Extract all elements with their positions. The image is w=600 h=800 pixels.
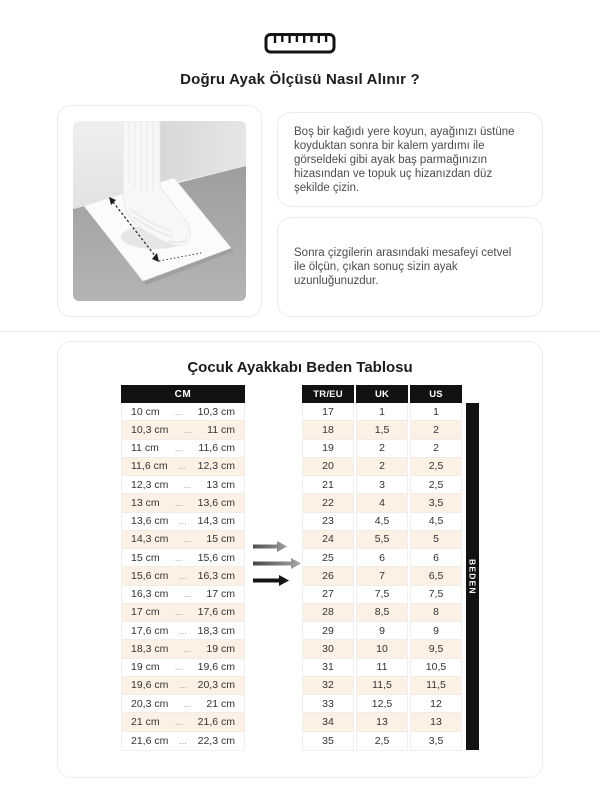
foot-measure-photo-card — [57, 105, 262, 317]
size-cell: 7 — [357, 567, 407, 585]
cm-to: 16,3 cm — [197, 569, 235, 582]
cm-from: 15 cm — [131, 551, 160, 564]
size-table-title: Çocuk Ayakkabı Beden Tablosu — [187, 359, 413, 376]
cm-to: 17 cm — [206, 588, 235, 601]
size-cell: 35 — [322, 734, 334, 747]
size-cell: 1 — [411, 403, 461, 421]
size-cell: 6,5 — [411, 567, 461, 585]
instruction-step-1-text: Boş bir kağıdı yere koyun, ayağınızı üstüne koyduktan sonra bir kalem yardımı ile görseldeki gibi ayak baş parmağınızın hizasından ve topuk uç hizanızdan düz şekilde çizin. — [294, 125, 515, 194]
size-cell: 11 — [357, 659, 407, 677]
cm-from: 13 cm — [131, 496, 160, 509]
cm-row — [122, 476, 244, 494]
cm-from: 10 cm — [131, 405, 160, 418]
beden-label: BEDEN — [467, 558, 478, 595]
size-cell: 3,5 — [428, 734, 444, 747]
size-cell: 12,5 — [357, 695, 407, 713]
cm-to: 18,3 cm — [197, 624, 235, 637]
size-cell: 10,5 — [411, 659, 461, 677]
cm-table — [121, 385, 245, 751]
size-cell: 28 — [303, 604, 353, 622]
cm-from: 14,3 cm — [131, 533, 169, 546]
cm-range-dots: ... — [183, 698, 192, 709]
size-cell: 9,5 — [411, 640, 461, 658]
size-column-tr-eu — [302, 385, 354, 751]
cm-to: 21 cm — [206, 697, 235, 710]
size-column-header: UK — [356, 385, 408, 403]
cm-range-dots: ... — [183, 534, 192, 545]
size-cell: 5 — [411, 531, 461, 549]
cm-to: 19 cm — [206, 642, 235, 655]
cm-from: 16,3 cm — [131, 588, 169, 601]
page-title: Doğru Ayak Ölçüsü Nasıl Alınır ? — [180, 71, 420, 88]
size-cell: 2,5 — [374, 734, 390, 747]
size-column-us — [410, 385, 462, 751]
size-cell: 22 — [303, 494, 353, 512]
cm-to: 15,6 cm — [197, 551, 235, 564]
foot-measure-photo — [73, 121, 246, 301]
cm-range-dots: ... — [183, 589, 192, 600]
size-cell: 29 — [303, 622, 353, 640]
cm-to: 22,3 cm — [197, 734, 235, 747]
cm-to: 21,6 cm — [197, 715, 235, 728]
size-cell: 6 — [357, 549, 407, 567]
size-column-header: US — [410, 385, 462, 403]
arrow-right-icon — [253, 557, 301, 570]
size-cell: 2 — [357, 440, 407, 458]
cm-from: 13,6 cm — [131, 515, 169, 528]
cm-from: 12,3 cm — [131, 478, 169, 491]
size-cell: 6 — [411, 549, 461, 567]
cm-from: 17 cm — [131, 606, 160, 619]
cm-row — [122, 640, 244, 658]
size-cell: 20 — [303, 458, 353, 476]
size-cell: 9 — [357, 622, 407, 640]
cm-range-dots: ... — [174, 716, 183, 727]
size-cell: 25 — [303, 549, 353, 567]
cm-range-dots: ... — [183, 643, 192, 654]
cm-range-dots: ... — [174, 406, 183, 417]
size-cell: 5,5 — [357, 531, 407, 549]
cm-row — [122, 695, 244, 713]
cm-from: 18,3 cm — [131, 642, 169, 655]
cm-from: 21 cm — [131, 715, 160, 728]
cm-row — [122, 677, 244, 695]
size-cell: 8 — [411, 604, 461, 622]
size-cell: 32 — [303, 677, 353, 695]
cm-from: 10,3 cm — [131, 423, 169, 436]
cm-range-dots: ... — [174, 497, 183, 508]
cm-row — [122, 549, 244, 567]
cm-from: 15,6 cm — [131, 569, 169, 582]
size-cell: 34 — [303, 713, 353, 731]
size-cell: 10 — [357, 640, 407, 658]
size-cell: 4 — [357, 494, 407, 512]
arrow-right-icon — [253, 540, 301, 553]
section-divider — [0, 331, 600, 332]
size-cell: 31 — [303, 659, 353, 677]
cm-from: 21,6 cm — [131, 734, 169, 747]
cm-row — [122, 567, 244, 585]
cm-to: 15 cm — [206, 533, 235, 546]
size-cell: 19 — [303, 440, 353, 458]
size-table-card — [57, 341, 543, 778]
cm-from: 19 cm — [131, 661, 160, 674]
size-column-uk — [356, 385, 408, 751]
instruction-step-1 — [277, 112, 543, 207]
cm-to: 20,3 cm — [197, 679, 235, 692]
size-cell: 9 — [411, 622, 461, 640]
size-cell: 1 — [357, 403, 407, 421]
size-cell: 3,5 — [411, 494, 461, 512]
cm-row — [122, 531, 244, 549]
beden-side-bar — [466, 403, 479, 750]
size-cell: 2 — [411, 421, 461, 439]
size-cell: 17 — [303, 403, 353, 421]
size-column-header: TR/EU — [302, 385, 354, 403]
cm-range-dots: ... — [174, 552, 183, 563]
cm-to: 14,3 cm — [197, 515, 235, 528]
cm-range-dots: ... — [174, 443, 183, 454]
size-cell: 27 — [303, 586, 353, 604]
size-cell: 2,5 — [411, 476, 461, 494]
cm-range-dots: ... — [174, 662, 183, 673]
cm-row — [122, 604, 244, 622]
cm-to: 17,6 cm — [197, 606, 235, 619]
cm-to: 19,6 cm — [197, 661, 235, 674]
cm-row — [122, 586, 244, 604]
cm-from: 20,3 cm — [131, 697, 169, 710]
cm-range-dots: ... — [179, 680, 187, 691]
size-cell: 7,5 — [411, 586, 461, 604]
size-cell: 21 — [303, 476, 353, 494]
cm-row — [122, 732, 244, 750]
cm-row — [122, 622, 244, 640]
size-cell: 30 — [303, 640, 353, 658]
cm-to: 13,6 cm — [197, 496, 235, 509]
cm-range-dots: ... — [184, 424, 192, 435]
cm-row — [122, 494, 244, 512]
size-cell: 8,5 — [357, 604, 407, 622]
ruler-icon-wrap — [0, 0, 600, 56]
cm-row — [122, 513, 244, 531]
cm-range-dots: ... — [179, 570, 187, 581]
cm-range-dots: ... — [179, 735, 187, 746]
size-cell: 1,5 — [357, 421, 407, 439]
cm-range-dots: ... — [183, 479, 192, 490]
arrow-right-icon — [253, 574, 301, 587]
size-cell: 23 — [303, 513, 353, 531]
size-cell: 3 — [357, 476, 407, 494]
cm-row — [122, 713, 244, 731]
instruction-step-2-text: Sonra çizgilerin arasındaki mesafeyi cetvel ile ölçün, çıkan sonuç sizin ayak uzunluğunuzdur. — [294, 247, 512, 287]
instruction-step-2 — [277, 217, 543, 317]
size-cell: 11,5 — [411, 677, 461, 695]
cm-to: 11 cm — [207, 423, 235, 436]
cm-from: 11,6 cm — [131, 460, 168, 473]
size-cell: 4,5 — [411, 513, 461, 531]
how-to-section — [57, 105, 543, 317]
size-cell: 2 — [357, 458, 407, 476]
cm-to: 11,6 cm — [198, 442, 235, 455]
size-columns — [302, 385, 462, 751]
size-cell: 7,5 — [357, 586, 407, 604]
ruler-icon — [263, 30, 337, 56]
size-cell: 2,5 — [411, 458, 461, 476]
cm-range-dots: ... — [174, 607, 183, 618]
cm-range-dots: ... — [178, 461, 187, 472]
size-cell: 26 — [303, 567, 353, 585]
cm-to: 13 cm — [206, 478, 235, 491]
cm-from: 11 cm — [131, 442, 159, 455]
cm-range-dots: ... — [179, 516, 187, 527]
cm-row — [122, 421, 244, 439]
size-cell: 13 — [357, 713, 407, 731]
cm-table-body — [122, 403, 244, 750]
size-cell: 13 — [411, 713, 461, 731]
cm-row — [122, 440, 244, 458]
size-cell: 11,5 — [357, 677, 407, 695]
size-cell: 24 — [303, 531, 353, 549]
cm-table-header: CM — [121, 385, 245, 403]
cm-to: 12,3 cm — [197, 460, 235, 473]
size-cell: 12 — [411, 695, 461, 713]
transfer-arrows — [245, 385, 302, 587]
cm-row — [122, 659, 244, 677]
size-cell: 4,5 — [357, 513, 407, 531]
size-cell: 2 — [411, 440, 461, 458]
instruction-cards — [277, 112, 543, 317]
cm-row — [122, 403, 244, 421]
size-tables — [58, 385, 542, 751]
cm-to: 10,3 cm — [197, 405, 235, 418]
cm-row — [122, 458, 244, 476]
cm-from: 19,6 cm — [131, 679, 169, 692]
cm-from: 17,6 cm — [131, 624, 169, 637]
size-cell: 18 — [303, 421, 353, 439]
size-cell: 33 — [303, 695, 353, 713]
cm-range-dots: ... — [179, 625, 187, 636]
